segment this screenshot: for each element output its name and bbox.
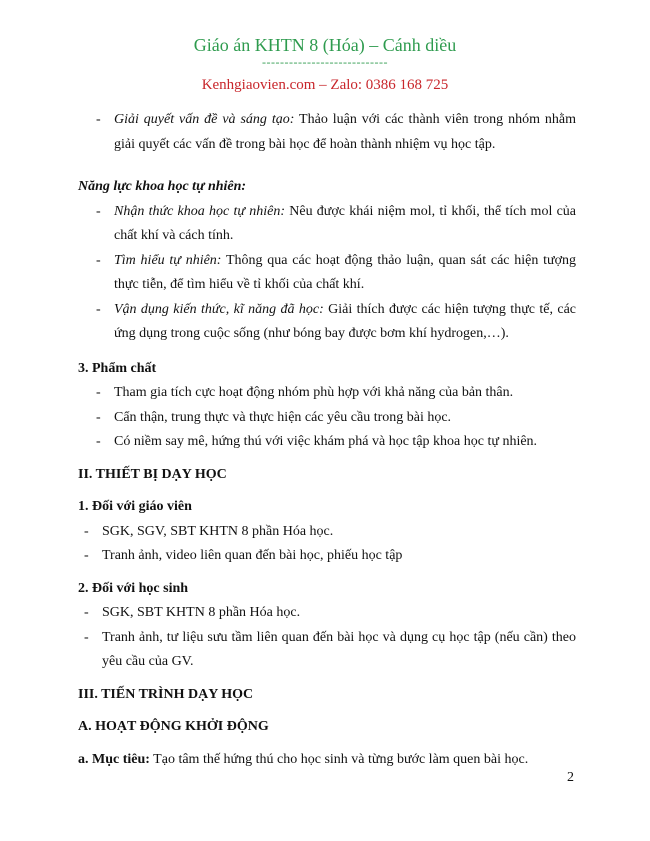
list-item xyxy=(78,520,576,545)
objective-text: Tạo tâm thế hứng thú cho học sinh và từng bước làm quen bài học. xyxy=(149,751,529,767)
list-item xyxy=(78,544,576,569)
list-item xyxy=(78,249,576,298)
subheading-activity: A. HOẠT ĐỘNG KHỞI ĐỘNG xyxy=(78,719,269,734)
item-text: SGK, SGV, SBT KHTN 8 phần Hóa học. xyxy=(102,523,334,539)
item-text: Tham gia tích cực hoạt động nhóm phù hợp với khả năng của bản thân. xyxy=(114,385,514,400)
list-item xyxy=(78,108,576,157)
item-text: Tranh ảnh, tư liệu sưu tầm liên quan đến bài học và dụng cụ học tập (nếu cần) theo yêu cầu của GV. xyxy=(102,629,576,669)
item-text: Thảo luận với các thành viên trong nhóm nhằm giải quyết các vấn đề trong bài học để hoàn thành nhiệm vụ học tập. xyxy=(114,112,576,152)
item-label: Vận dụng kiến thức, kĩ năng đã học: xyxy=(114,301,324,317)
subheading-teacher: 1. Đối với giáo viên xyxy=(78,499,192,514)
bullet-dash: - xyxy=(96,385,101,400)
bullet-dash: - xyxy=(96,434,101,449)
header-title: Giáo án KHTN 8 (Hóa) – Cánh diều xyxy=(193,35,457,55)
bullet-dash: - xyxy=(84,523,89,539)
header-divider: ---------------------------- xyxy=(262,55,388,69)
bullet-dash: - xyxy=(84,605,89,620)
page-number: 2 xyxy=(567,770,574,785)
item-label: Nhận thức khoa học tự nhiên: xyxy=(114,203,285,219)
bullet-dash: - xyxy=(96,252,101,268)
item-text: Cẩn thận, trung thực và thực hiện các yêu cầu trong bài học. xyxy=(114,409,452,425)
document-body xyxy=(78,108,576,772)
bullet-dash: - xyxy=(84,548,89,563)
bullet-dash: - xyxy=(96,203,101,219)
item-label: Tìm hiểu tự nhiên: xyxy=(114,252,222,268)
section-heading-qualities: 3. Phẩm chất xyxy=(78,360,157,376)
item-text: Giải thích được các hiện tượng thực tế, các ứng dụng trong cuộc sống (như bóng bay được bơm khí hydrogen,…). xyxy=(114,301,576,341)
bullet-dash: - xyxy=(96,112,101,127)
item-text: Nêu được khái niệm mol, tỉ khối, thể tích mol của chất khí và cách tính. xyxy=(114,203,576,243)
item-text: Thông qua các hoạt động thảo luận, quan sát các hiện tượng thực tiễn, để tìm hiểu về tỉ khối của chất khí. xyxy=(114,252,577,292)
list-item xyxy=(78,381,576,406)
list-item xyxy=(78,298,576,347)
list-item xyxy=(78,406,576,431)
subheading-student: 2. Đối với học sinh xyxy=(78,580,189,596)
list-item xyxy=(78,601,576,626)
page-header xyxy=(0,34,650,94)
list-item xyxy=(78,430,576,455)
objective-paragraph xyxy=(78,748,576,773)
header-contact: Kenhgiaovien.com – Zalo: 0386 168 725 xyxy=(201,77,449,93)
objective-label: a. Mục tiêu: xyxy=(78,751,150,767)
item-text: Tranh ảnh, video liên quan đến bài học, phiếu học tập xyxy=(102,548,403,563)
item-label: Giải quyết vấn đề và sáng tạo: xyxy=(114,112,295,127)
bullet-dash: - xyxy=(84,629,89,645)
section-heading-equipment: II. THIẾT BỊ DẠY HỌC xyxy=(78,466,227,482)
item-text: SGK, SBT KHTN 8 phần Hóa học. xyxy=(102,605,301,620)
list-item xyxy=(78,626,576,675)
bullet-dash: - xyxy=(96,409,101,425)
item-text: Có niềm say mê, hứng thú với việc khám phá và học tập khoa học tự nhiên. xyxy=(114,434,538,449)
section-heading-natural-science: Năng lực khoa học tự nhiên: xyxy=(78,179,247,194)
section-heading-process: III. TIẾN TRÌNH DẠY HỌC xyxy=(78,686,254,702)
list-item xyxy=(78,200,576,249)
bullet-dash: - xyxy=(96,301,101,317)
